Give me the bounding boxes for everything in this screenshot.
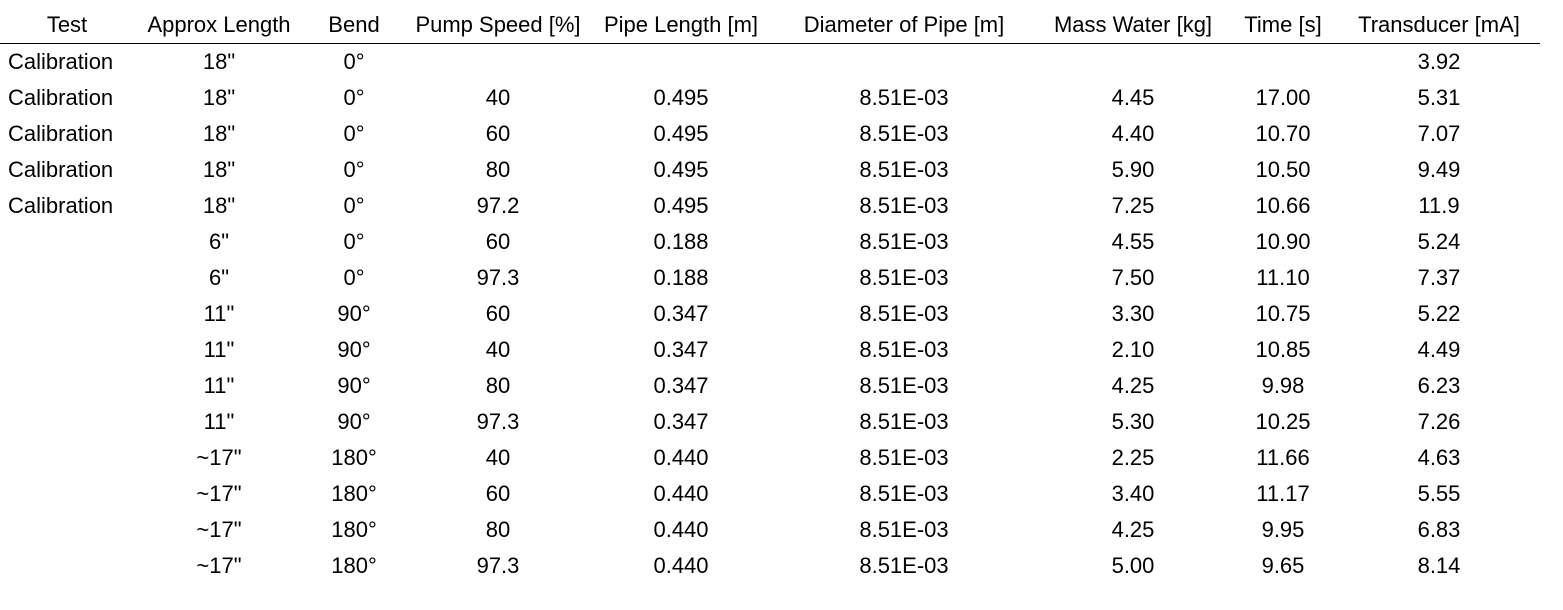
cell-bend[interactable]: 90° [337, 409, 371, 434]
table-row [0, 332, 1540, 368]
cell-mass-water[interactable]: 5.30 [1111, 409, 1155, 434]
cell-pump-speed[interactable]: 40 [485, 337, 511, 362]
cell-pipe-length[interactable]: 0.440 [653, 445, 709, 470]
cell-pipe-diameter[interactable]: 8.51E-03 [859, 265, 949, 290]
cell-pipe-diameter[interactable]: 8.51E-03 [859, 517, 949, 542]
cell-test[interactable] [0, 440, 134, 476]
cell-approx-length[interactable]: 11" [203, 373, 235, 398]
cell-pipe-length[interactable]: 0.347 [653, 301, 709, 326]
cell-transducer[interactable]: 11.9 [1418, 193, 1460, 218]
table-row [0, 260, 1540, 296]
cell-pump-speed[interactable] [404, 44, 592, 81]
cell-bend[interactable]: 180° [331, 517, 377, 542]
cell-bend[interactable]: 180° [331, 481, 377, 506]
cell-bend[interactable]: 90° [337, 337, 371, 362]
table-row [0, 116, 1540, 152]
cell-pump-speed[interactable]: 40 [485, 85, 511, 110]
cell-approx-length[interactable]: 11" [203, 301, 235, 326]
cell-time[interactable]: 10.70 [1255, 121, 1311, 146]
cell-test[interactable] [0, 512, 134, 548]
cell-bend[interactable]: 180° [331, 553, 377, 578]
cell-transducer[interactable]: 5.24 [1417, 229, 1461, 254]
table-row [0, 188, 1540, 224]
cell-transducer[interactable]: 6.23 [1417, 373, 1461, 398]
cell-transducer[interactable]: 9.49 [1417, 157, 1461, 182]
cell-pipe-length[interactable]: 0.440 [653, 517, 709, 542]
table-row [0, 440, 1540, 476]
cell-transducer[interactable]: 5.31 [1417, 85, 1461, 110]
cell-time[interactable]: 9.95 [1261, 517, 1305, 542]
cell-mass-water[interactable]: 3.30 [1111, 301, 1155, 326]
cell-approx-length[interactable]: ~17" [196, 517, 242, 542]
cell-time[interactable]: 10.85 [1255, 337, 1311, 362]
table-row [0, 224, 1540, 260]
cell-bend[interactable]: 0° [343, 85, 365, 110]
cell-bend[interactable]: 0° [343, 157, 365, 182]
cell-pipe-length[interactable]: 0.347 [653, 409, 709, 434]
cell-transducer[interactable]: 4.63 [1417, 445, 1461, 470]
cell-pump-speed[interactable]: 97.3 [476, 553, 520, 578]
cell-time[interactable]: 11.17 [1256, 481, 1310, 506]
cell-pipe-diameter[interactable]: 8.51E-03 [859, 373, 949, 398]
cell-pipe-length[interactable]: 0.188 [653, 229, 709, 254]
cell-approx-length[interactable]: 6" [208, 229, 230, 254]
cell-pipe-diameter[interactable]: 8.51E-03 [859, 445, 949, 470]
cell-mass-water[interactable]: 4.25 [1111, 517, 1155, 542]
cell-test[interactable]: Calibration [8, 49, 114, 74]
cell-bend[interactable]: 0° [343, 49, 365, 74]
table-row [0, 80, 1540, 116]
cell-bend[interactable]: 90° [337, 301, 371, 326]
cell-transducer[interactable]: 7.26 [1417, 409, 1461, 434]
cell-approx-length[interactable]: 11" [203, 409, 235, 434]
cell-pipe-length[interactable] [592, 44, 770, 81]
cell-pump-speed[interactable]: 60 [485, 121, 511, 146]
cell-approx-length[interactable]: 18" [202, 157, 236, 182]
cell-test[interactable]: Calibration [8, 121, 114, 146]
cell-pipe-length[interactable]: 0.495 [653, 157, 709, 182]
cell-pipe-length[interactable]: 0.188 [653, 265, 709, 290]
cell-pump-speed[interactable]: 80 [485, 157, 511, 182]
cell-approx-length[interactable]: 11" [203, 337, 235, 362]
cell-pipe-length[interactable]: 0.440 [653, 481, 709, 506]
cell-time[interactable]: 10.90 [1255, 229, 1311, 254]
cell-transducer[interactable]: 7.37 [1417, 265, 1461, 290]
cell-pump-speed[interactable]: 97.3 [476, 265, 520, 290]
cell-mass-water[interactable]: 4.55 [1111, 229, 1155, 254]
cell-pump-speed[interactable]: 80 [485, 373, 511, 398]
cell-test[interactable] [0, 404, 134, 440]
table-row [0, 152, 1540, 188]
cell-time[interactable]: 9.65 [1261, 553, 1305, 578]
cell-pump-speed[interactable]: 60 [485, 229, 511, 254]
cell-bend[interactable]: 180° [331, 445, 377, 470]
cell-transducer[interactable]: 8.14 [1417, 553, 1461, 578]
cell-pipe-diameter[interactable]: 8.51E-03 [859, 193, 949, 218]
cell-pump-speed[interactable]: 60 [485, 481, 511, 506]
cell-test[interactable] [0, 224, 134, 260]
cell-test[interactable] [0, 260, 134, 296]
table-row [0, 296, 1540, 332]
cell-approx-length[interactable]: 6" [208, 265, 230, 290]
table-row [0, 512, 1540, 548]
cell-mass-water[interactable]: 7.25 [1111, 193, 1155, 218]
cell-mass-water[interactable]: 4.40 [1111, 121, 1155, 146]
cell-transducer[interactable]: 6.83 [1417, 517, 1461, 542]
cell-pump-speed[interactable]: 97.2 [476, 193, 520, 218]
header-time[interactable]: Time [s] [1228, 6, 1338, 44]
cell-pipe-length[interactable]: 0.495 [653, 193, 709, 218]
cell-test[interactable] [0, 332, 134, 368]
cell-time[interactable]: 17.00 [1255, 85, 1311, 110]
header-pipe-diameter[interactable]: Diameter of Pipe [m] [770, 6, 1038, 44]
cell-time[interactable]: 11.66 [1256, 445, 1310, 470]
cell-time[interactable] [1228, 44, 1338, 81]
cell-pipe-diameter[interactable]: 8.51E-03 [859, 337, 949, 362]
cell-pipe-length[interactable]: 0.495 [653, 121, 709, 146]
cell-mass-water[interactable]: 7.50 [1111, 265, 1155, 290]
data-table [0, 6, 1540, 584]
table-row [0, 44, 1540, 81]
cell-pipe-diameter[interactable]: 8.51E-03 [859, 157, 949, 182]
cell-approx-length[interactable]: ~17" [196, 445, 242, 470]
cell-pump-speed[interactable]: 40 [485, 445, 511, 470]
cell-transducer[interactable]: 5.55 [1417, 481, 1461, 506]
cell-pipe-diameter[interactable]: 8.51E-03 [859, 553, 949, 578]
cell-pipe-diameter[interactable] [770, 44, 1038, 81]
cell-approx-length[interactable]: 18" [202, 49, 236, 74]
cell-time[interactable]: 9.98 [1261, 373, 1305, 398]
cell-approx-length[interactable]: 18" [202, 121, 236, 146]
cell-time[interactable]: 10.75 [1255, 301, 1311, 326]
cell-pipe-length[interactable]: 0.347 [653, 337, 709, 362]
cell-approx-length[interactable]: ~17" [196, 553, 242, 578]
cell-pipe-length[interactable]: 0.495 [653, 85, 709, 110]
cell-bend[interactable]: 0° [343, 229, 365, 254]
cell-mass-water[interactable] [1038, 44, 1228, 81]
header-bend[interactable]: Bend [304, 6, 404, 44]
cell-transducer[interactable]: 5.22 [1417, 301, 1461, 326]
cell-time[interactable]: 10.66 [1255, 193, 1311, 218]
cell-time[interactable]: 11.10 [1256, 265, 1310, 290]
cell-pipe-diameter[interactable]: 8.51E-03 [859, 85, 949, 110]
cell-transducer[interactable]: 3.92 [1417, 49, 1461, 74]
cell-transducer[interactable]: 4.49 [1417, 337, 1461, 362]
cell-pipe-diameter[interactable]: 8.51E-03 [859, 229, 949, 254]
cell-bend[interactable]: 0° [343, 193, 365, 218]
cell-bend[interactable]: 0° [343, 121, 365, 146]
cell-pipe-length[interactable]: 0.347 [653, 373, 709, 398]
table-row [0, 548, 1540, 584]
cell-mass-water[interactable]: 5.90 [1111, 157, 1155, 182]
header-row [0, 6, 1540, 44]
cell-pipe-diameter[interactable]: 8.51E-03 [859, 301, 949, 326]
header-mass-water[interactable]: Mass Water [kg] [1038, 6, 1228, 44]
cell-mass-water[interactable]: 2.25 [1111, 445, 1155, 470]
cell-pipe-diameter[interactable]: 8.51E-03 [859, 409, 949, 434]
cell-transducer[interactable]: 7.07 [1417, 121, 1461, 146]
cell-mass-water[interactable]: 2.10 [1111, 337, 1155, 362]
table-row [0, 368, 1540, 404]
cell-bend[interactable]: 90° [337, 373, 371, 398]
cell-pipe-diameter[interactable]: 8.51E-03 [859, 121, 949, 146]
header-approx-length[interactable]: Approx Length [134, 6, 304, 44]
cell-mass-water[interactable]: 4.45 [1111, 85, 1155, 110]
cell-pipe-length[interactable]: 0.440 [653, 553, 709, 578]
cell-pump-speed[interactable]: 97.3 [476, 409, 520, 434]
header-transducer[interactable]: Transducer [mA] [1338, 6, 1540, 44]
cell-mass-water[interactable]: 5.00 [1111, 553, 1155, 578]
cell-test[interactable] [0, 296, 134, 332]
cell-pipe-diameter[interactable]: 8.51E-03 [859, 481, 949, 506]
table-body [0, 44, 1540, 585]
cell-approx-length[interactable]: ~17" [196, 481, 242, 506]
cell-time[interactable]: 10.50 [1255, 157, 1311, 182]
cell-test[interactable]: Calibration [8, 157, 114, 182]
cell-test[interactable] [0, 548, 134, 584]
cell-approx-length[interactable]: 18" [202, 193, 236, 218]
cell-time[interactable]: 10.25 [1255, 409, 1311, 434]
cell-test[interactable]: Calibration [8, 85, 114, 110]
header-pipe-length[interactable]: Pipe Length [m] [592, 6, 770, 44]
cell-test[interactable] [0, 368, 134, 404]
cell-approx-length[interactable]: 18" [202, 85, 236, 110]
cell-bend[interactable]: 0° [343, 265, 365, 290]
cell-pump-speed[interactable]: 80 [485, 517, 511, 542]
header-test[interactable]: Test [0, 6, 134, 44]
cell-test[interactable] [0, 476, 134, 512]
cell-pump-speed[interactable]: 60 [485, 301, 511, 326]
table-row [0, 476, 1540, 512]
cell-mass-water[interactable]: 3.40 [1111, 481, 1155, 506]
header-pump-speed[interactable]: Pump Speed [%] [404, 6, 592, 44]
table-row [0, 404, 1540, 440]
cell-mass-water[interactable]: 4.25 [1111, 373, 1155, 398]
cell-test[interactable]: Calibration [8, 193, 114, 218]
